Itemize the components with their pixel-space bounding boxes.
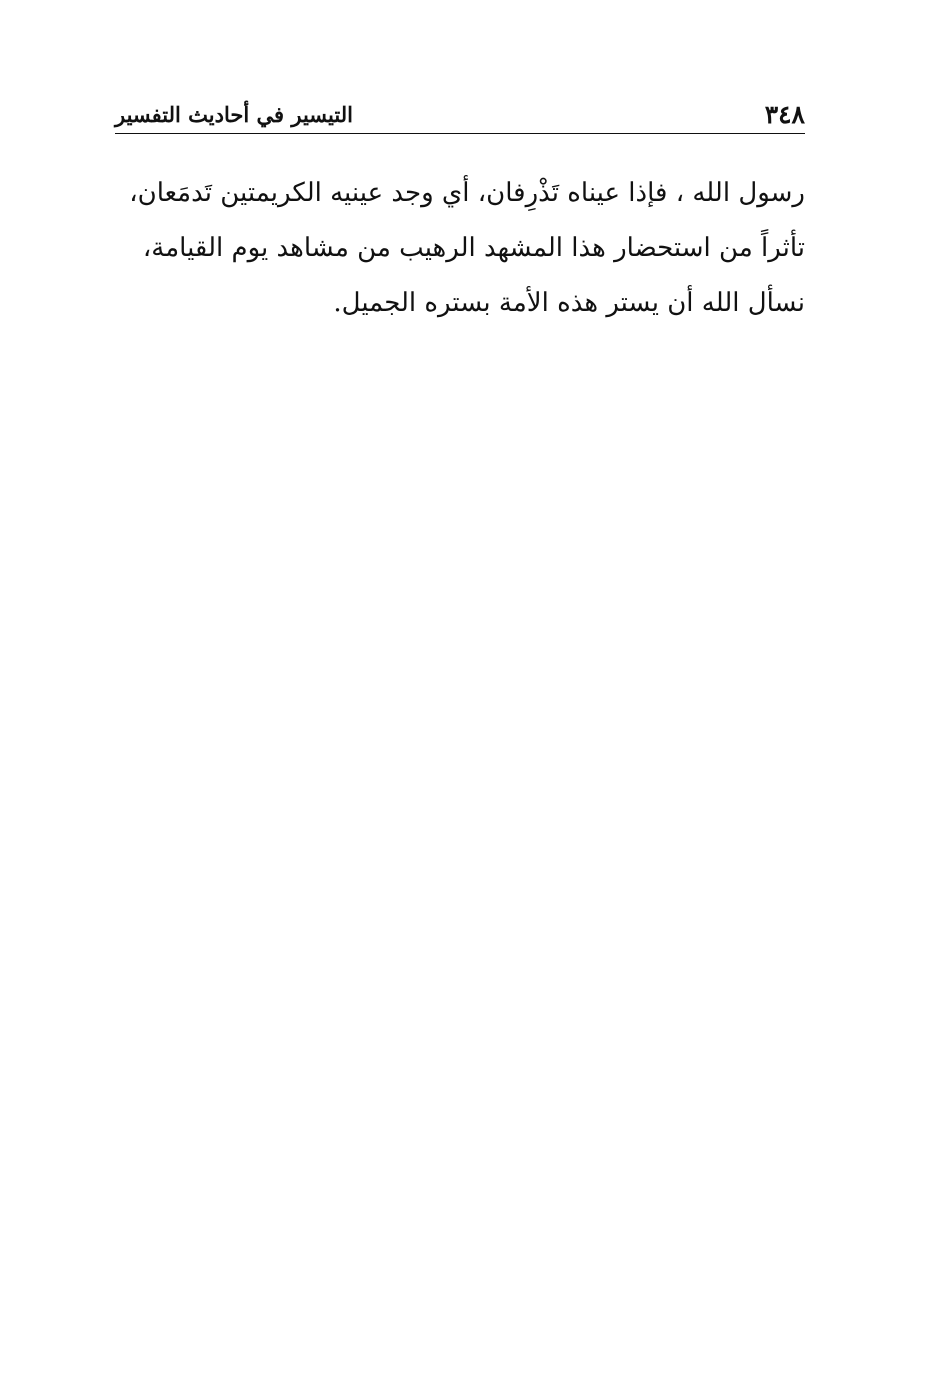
body-paragraph — [108, 166, 805, 331]
page-number: ٣٤٨ — [764, 100, 805, 129]
page-header — [115, 98, 805, 136]
body-line: رسول الله ، فإذا عيناه تَذْرِفان، أي وجد عينيه الكريمتين تَدمَعان، — [129, 178, 805, 208]
running-title: التيسير في أحاديث التفسير — [115, 102, 353, 127]
body-line: تأثراً من استحضار هذا المشهد الرهيب من مشاهد يوم القيامة، — [142, 233, 805, 263]
header-divider — [115, 133, 805, 134]
body-line: نسأل الله أن يستر هذه الأمة بستره الجميل. — [333, 288, 805, 318]
